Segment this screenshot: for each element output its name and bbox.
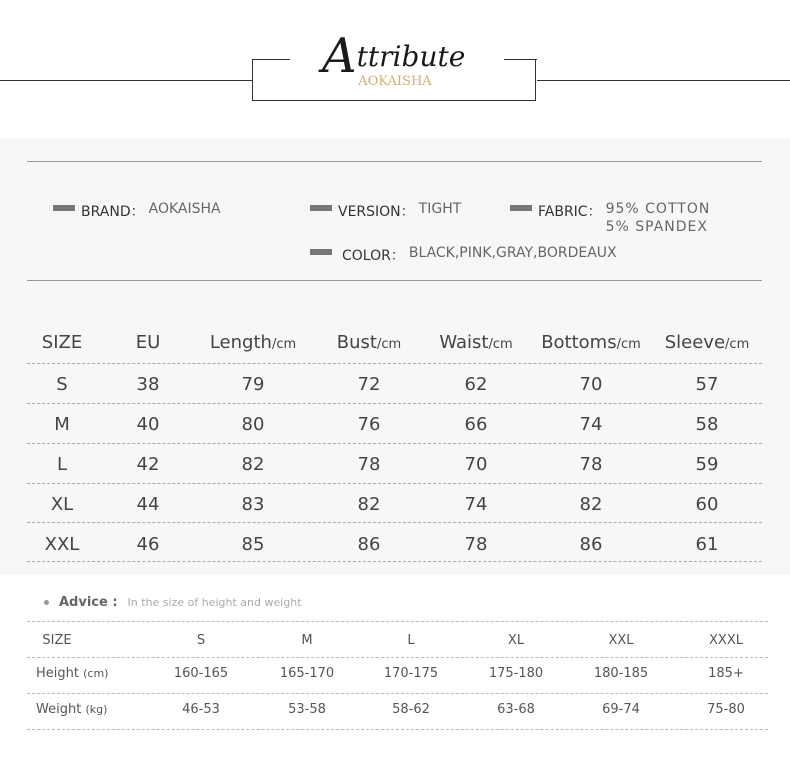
size-table-header-cell [426,332,526,353]
size-table-cell: 70 [464,454,488,475]
header-label: Length [209,332,272,353]
advice-cell: 53-58 [288,702,326,717]
advice-cell: 160-165 [173,666,229,681]
advice-cell: 63-68 [497,702,535,717]
size-table-cell: 58 [695,414,719,435]
separator-top [27,161,762,162]
size-table-cell: 82 [357,494,381,515]
title-rest: ttribute [356,40,466,73]
size-table-cell: 74 [464,494,488,515]
size-table-cell: L [56,454,68,475]
advice-row-divider [27,693,768,694]
separator-bottom [27,280,762,281]
size-table-cell: 85 [241,534,265,555]
size-table-header-cell [118,332,178,353]
advice-row-label [36,666,108,681]
size-table-cell: 80 [241,414,265,435]
advice-label-unit: (cm) [83,667,109,680]
advice-label-text: Height [36,666,84,681]
title-initial: A [322,28,357,84]
attr-value: AOKAISHA [148,201,221,217]
advice-header-cell: XXL [608,633,634,648]
size-table-cell: 59 [695,454,719,475]
attr-value [606,200,711,236]
header [0,0,790,138]
size-table-cell: 46 [136,534,160,555]
attr-value: TIGHT [418,201,462,217]
size-table-cell: 60 [695,494,719,515]
size-table-cell: 86 [579,534,603,555]
row-divider [27,522,762,523]
advice-row-divider [27,621,768,622]
size-table-header-cell [652,332,762,353]
attr-value: BLACK,PINK,GRAY,BORDEAUX [408,245,617,261]
size-table-cell: 86 [357,534,381,555]
size-table-header-cell [526,332,656,353]
advice-row-divider [27,729,768,730]
advice-cell: 165-170 [279,666,335,681]
bullet-bar [310,205,332,211]
fabric-line-1: 95% COTTON [605,201,711,217]
fabric-line-2: 5% SPANDEX [605,219,708,235]
size-table-cell: 70 [579,374,603,395]
attr-version [310,201,461,221]
attr-label: BRAND： [81,204,145,220]
bullet-bar [310,249,332,255]
size-table-cell: 79 [241,374,265,395]
size-table-cell: XXL [44,534,80,555]
header-line-right [537,80,790,81]
size-table-cell: 76 [357,414,381,435]
advice-note: In the size of height and weight [127,596,302,609]
advice-label-unit: (kg) [85,703,108,716]
attr-label: FABRIC： [538,204,602,220]
advice-cell: 58-62 [392,702,430,717]
size-table-header-cell [22,332,102,353]
size-table-row [27,524,762,564]
advice-row-label [36,702,107,717]
size-table-cell: S [56,374,68,395]
advice-row-divider [27,657,768,658]
header-label: Waist [439,332,489,353]
header-label: SIZE [41,332,83,353]
header-unit: /cm [271,337,297,352]
advice-table-row [27,702,768,738]
header-line-left [0,80,252,81]
advice-label-text: Weight [36,702,86,717]
advice-table-header [27,633,768,669]
size-table-cell: 82 [579,494,603,515]
attr-label: COLOR： [342,248,405,264]
advice-table-row [27,666,768,702]
advice-cell: 175-180 [488,666,544,681]
attr-label: VERSION： [338,204,415,220]
size-table-cell: 82 [241,454,265,475]
advice-header-cell: L [407,633,415,648]
bullet-dot [44,600,49,605]
row-divider [27,561,762,562]
size-table-cell: 61 [695,534,719,555]
size-table-cell: 44 [136,494,160,515]
size-table-cell: 42 [136,454,160,475]
header-label: EU [135,332,161,353]
advice-header-cell: XL [507,633,525,648]
advice-cell: 75-80 [707,702,745,717]
advice-title: Advice : [59,595,118,610]
header-unit: /cm [616,337,641,352]
bullet-bar [53,205,75,211]
size-table-cell: 83 [241,494,265,515]
header-label: Bust [336,332,377,353]
size-table-row [27,484,762,524]
attr-brand [53,201,221,221]
size-table-header-cell [314,332,424,353]
size-table-row [27,444,762,484]
size-table-cell: 78 [464,534,488,555]
bullet-bar [510,205,532,211]
size-table-row [27,404,762,444]
size-table-cell: 40 [136,414,160,435]
advice-header-cell: SIZE [42,633,72,648]
size-table-cell: 78 [579,454,603,475]
advice-cell: 46-53 [182,702,220,717]
size-table-cell: 66 [464,414,488,435]
attr-fabric [510,201,710,236]
size-table-cell: 62 [464,374,488,395]
header-label: Sleeve [664,332,726,353]
advice-cell: 180-185 [593,666,649,681]
header-unit: /cm [488,337,513,352]
advice-cell: 170-175 [383,666,439,681]
advice-cell: 185+ [708,666,744,681]
advice-header-cell: XXXL [709,633,743,648]
brand-logo-text: AOKAISHA [358,74,432,89]
size-table-cell: M [54,414,70,435]
size-table-cell: 38 [136,374,160,395]
size-table-cell: 74 [579,414,603,435]
advice-header-cell: M [301,633,313,648]
header-unit: /cm [725,337,750,352]
advice-header-cell: S [196,633,206,648]
header-unit: /cm [377,337,402,352]
advice-cell: 69-74 [602,702,640,717]
size-table-cell: 78 [357,454,381,475]
size-table-header-cell [193,332,313,353]
size-table-cell: 57 [695,374,719,395]
attr-color [310,245,617,265]
size-table-row [27,364,762,404]
size-table-cell: XL [50,494,74,515]
size-table-cell: 72 [357,374,381,395]
advice-heading [44,595,302,610]
header-label: Bottoms [541,332,617,353]
